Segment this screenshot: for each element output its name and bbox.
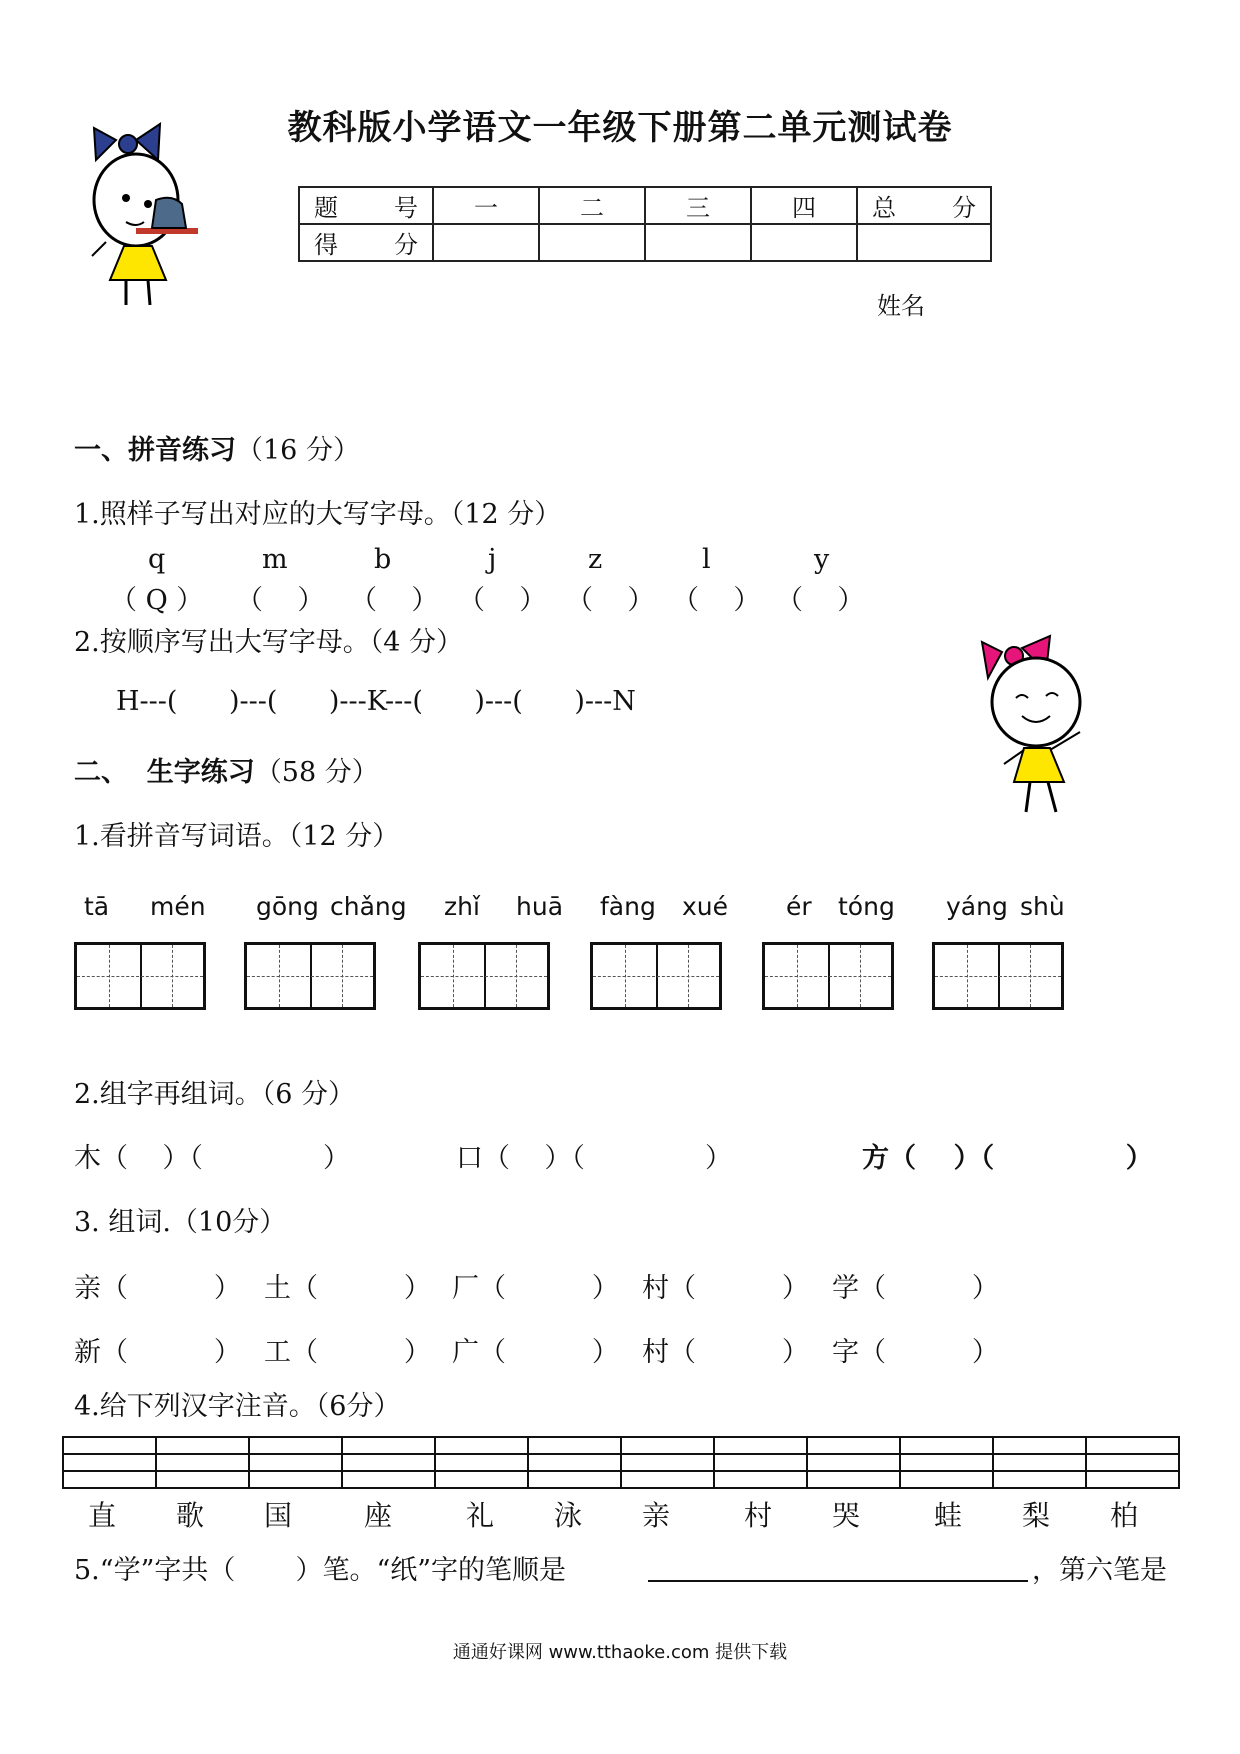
zuci-item[interactable]: 学（ ） — [832, 1273, 999, 1304]
pinyin: chǎng — [330, 892, 407, 921]
zhuyin-char: 礼 — [466, 1499, 495, 1532]
score-table-header-cell: 总 分 — [857, 187, 991, 224]
zhuyin-char: 座 — [364, 1499, 393, 1532]
zuci-item[interactable]: 字（ ） — [832, 1337, 999, 1368]
pinyin: yáng — [946, 892, 1008, 921]
question-1-2: 2.按顺序写出大写字母。（4 分） — [74, 627, 464, 658]
letter: y — [814, 544, 830, 575]
lowercase-letters-row — [0, 544, 1240, 578]
score-input-cell[interactable] — [645, 224, 751, 261]
letter: b — [374, 544, 392, 575]
zhuyin-char: 蛙 — [934, 1499, 963, 1532]
score-table-header-cell: 题 号 — [299, 187, 433, 224]
zhuyin-char: 柏 — [1110, 1499, 1139, 1532]
smiling-girl-illustration — [976, 632, 1106, 822]
writing-grid-box[interactable] — [418, 942, 550, 1010]
question-2-1: 1.看拼音写词语。（12 分） — [74, 821, 400, 852]
section-1-heading: 一、拼音练习（16 分） — [74, 435, 360, 466]
pinyin: xué — [682, 892, 729, 921]
score-table-header-cell: 三 — [645, 187, 751, 224]
girl-with-teapot-illustration — [86, 120, 216, 310]
zhuyin-char: 亲 — [642, 1499, 671, 1532]
score-input-cell[interactable] — [751, 224, 857, 261]
zuci-item[interactable]: 土（ ） — [264, 1273, 431, 1304]
zuzi-item[interactable]: 方（ ）（ ） — [862, 1143, 1153, 1174]
letter: m — [262, 544, 288, 575]
letter: l — [702, 544, 711, 575]
letter: j — [488, 544, 497, 575]
answer-blank[interactable]: （ ） — [566, 585, 655, 616]
pinyin: tā — [84, 892, 110, 921]
score-input-cell[interactable] — [857, 224, 991, 261]
zhuyin-char: 哭 — [832, 1499, 861, 1532]
zuci-item[interactable]: 厂（ ） — [452, 1273, 619, 1304]
zuci-item[interactable]: 工（ ） — [264, 1337, 431, 1368]
question-2-5-part-b: ，第六笔是 — [1032, 1555, 1167, 1586]
zhuyin-char: 国 — [264, 1499, 293, 1532]
pinyin-writing-lines[interactable] — [62, 1436, 1180, 1489]
answer-blank[interactable]: （ ） — [776, 585, 865, 616]
answer-blank[interactable]: （ Q ） — [110, 585, 204, 616]
zhuyin-char: 泳 — [554, 1499, 583, 1532]
section-2-heading: 二、 生字练习（58 分） — [74, 757, 379, 788]
score-table-header-cell: 四 — [751, 187, 857, 224]
answer-blank[interactable]: （ ） — [672, 585, 761, 616]
answer-blank[interactable]: （ ） — [350, 585, 439, 616]
zhuyin-char: 歌 — [176, 1499, 205, 1532]
letter: z — [588, 544, 603, 575]
zuci-item[interactable]: 广（ ） — [452, 1337, 619, 1368]
zhuyin-char: 直 — [88, 1499, 117, 1532]
zuci-item[interactable]: 村（ ） — [642, 1337, 809, 1368]
pinyin: gōng — [256, 892, 319, 921]
zhuyin-char: 梨 — [1022, 1499, 1051, 1532]
footer-credit: 通通好课网 www.tthaoke.com 提供下载 — [452, 1642, 788, 1663]
score-table-header-cell: 一 — [433, 187, 539, 224]
writing-grid-box[interactable] — [244, 942, 376, 1010]
writing-grid-box[interactable] — [762, 942, 894, 1010]
score-table — [298, 186, 992, 262]
pinyin: ér — [786, 892, 812, 921]
pinyin: zhǐ — [444, 892, 480, 921]
pinyin: shù — [1020, 892, 1065, 921]
pinyin: mén — [150, 892, 206, 921]
zhuyin-char: 村 — [744, 1499, 773, 1532]
writing-grid-box[interactable] — [590, 942, 722, 1010]
zuzi-item[interactable]: 口（ ）（ ） — [456, 1143, 732, 1174]
pinyin: tóng — [838, 892, 895, 921]
page-title: 教科版小学语文一年级下册第二单元测试卷 — [287, 108, 953, 148]
zuci-item[interactable]: 村（ ） — [642, 1273, 809, 1304]
pinyin: fàng — [600, 892, 656, 921]
zuci-item[interactable]: 亲（ ） — [74, 1273, 241, 1304]
writing-grid-box[interactable] — [932, 942, 1064, 1010]
writing-grid-box[interactable] — [74, 942, 206, 1010]
answer-blank[interactable]: （ ） — [458, 585, 547, 616]
score-input-cell[interactable] — [433, 224, 539, 261]
question-2-2: 2.组字再组词。（6 分） — [74, 1079, 356, 1110]
question-1-1: 1.照样子写出对应的大写字母。（12 分） — [74, 499, 562, 530]
zuci-item[interactable]: 新（ ） — [74, 1337, 241, 1368]
answer-blank[interactable]: （ ） — [236, 585, 325, 616]
zuzi-item[interactable]: 木（ ）（ ） — [74, 1143, 350, 1174]
stroke-order-blank[interactable] — [648, 1580, 1028, 1582]
score-input-cell[interactable] — [539, 224, 645, 261]
question-2-5-part-a: 5.“学”字共（ ）笔。“纸”字的笔顺是 — [74, 1555, 567, 1586]
pinyin: huā — [516, 892, 564, 921]
question-2-4: 4.给下列汉字注音。（6分） — [74, 1391, 401, 1422]
question-2-3: 3. 组词.（10分） — [74, 1207, 287, 1238]
name-label: 姓名 — [877, 292, 925, 320]
score-table-row-label: 得 分 — [299, 224, 433, 261]
letter: q — [148, 544, 166, 575]
uppercase-answers-row — [0, 578, 1240, 614]
letter-sequence[interactable]: H---( )---( )---K---( )---( )---N — [116, 686, 636, 717]
score-table-header-cell: 二 — [539, 187, 645, 224]
